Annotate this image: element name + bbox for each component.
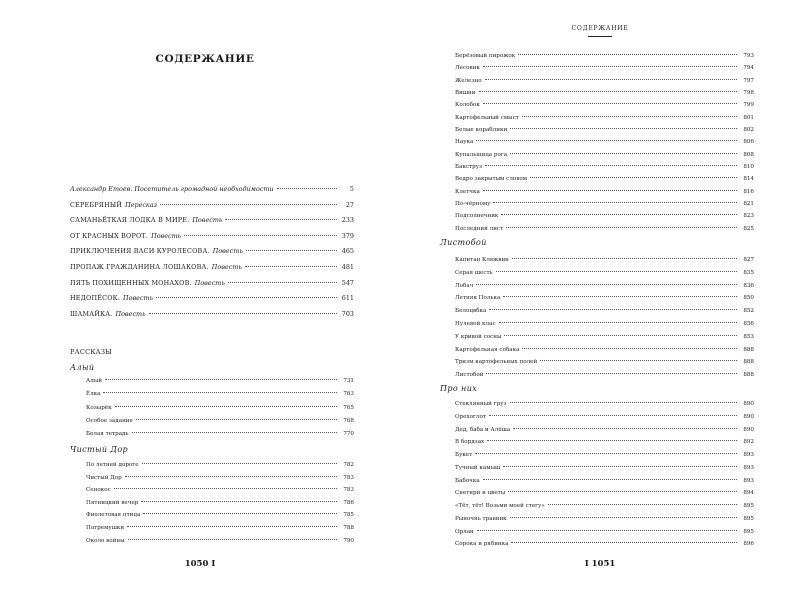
toc-entry[interactable]	[455, 149, 754, 161]
toc-entry-page: 895	[743, 515, 754, 522]
toc-entry[interactable]	[86, 484, 354, 497]
dot-leader	[489, 309, 737, 310]
dot-leader	[114, 488, 337, 489]
toc-entry[interactable]	[455, 136, 754, 148]
toc-entry-title: Картофельная собака	[455, 346, 520, 353]
toc-entry-subtitle: Пересказ	[125, 200, 158, 209]
toc-entry[interactable]	[455, 124, 754, 136]
toc-entry-page: 786	[343, 499, 354, 506]
toc-entry-page: 890	[743, 401, 754, 407]
toc-entry-title: Фиолетовая птица	[86, 512, 141, 519]
toc-entry-page: 802	[743, 127, 754, 134]
toc-entry[interactable]	[455, 173, 754, 185]
toc-entry[interactable]	[455, 500, 754, 513]
toc-entry[interactable]	[455, 186, 754, 198]
toc-entry[interactable]	[455, 62, 754, 74]
toc-entry-page: 852	[743, 308, 754, 315]
toc-entry[interactable]	[455, 292, 754, 305]
toc-entry-title: Лобач	[455, 282, 474, 289]
toc-entry-page: 806	[743, 139, 754, 146]
toc-entry-page: 821	[743, 201, 754, 208]
dot-leader	[510, 517, 737, 518]
section-listoboy-list	[455, 254, 754, 382]
toc-entry-title: Подсолнечник	[455, 213, 499, 220]
toc-entry[interactable]	[455, 112, 754, 124]
dot-leader	[510, 402, 737, 403]
front-entries	[70, 182, 354, 322]
toc-entry[interactable]	[455, 198, 754, 210]
toc-entry[interactable]	[455, 75, 754, 87]
dot-leader	[506, 227, 737, 228]
dot-leader	[489, 415, 737, 416]
toc-entry[interactable]	[86, 428, 354, 441]
dot-leader	[103, 392, 337, 393]
dot-leader	[476, 140, 737, 141]
toc-entry-title: Погремушки	[86, 524, 125, 531]
toc-entry-title: Листобой	[455, 372, 484, 379]
toc-entry-title: Вишни	[455, 90, 476, 97]
toc-entry-page: 765	[343, 404, 354, 411]
dot-leader	[479, 91, 738, 92]
toc-entry-page: 890	[743, 426, 754, 433]
dot-leader	[483, 66, 737, 67]
dot-leader	[142, 463, 337, 464]
toc-entry-title: У кривой сосны	[455, 333, 502, 340]
toc-entry[interactable]	[455, 475, 754, 488]
toc-entry-subtitle: Повесть	[212, 247, 243, 256]
toc-entry[interactable]	[86, 472, 354, 485]
toc-entry[interactable]	[455, 356, 754, 369]
toc-entry-title: Бакструз	[455, 164, 483, 171]
toc-entry[interactable]	[455, 526, 754, 539]
toc-entry-page: 808	[743, 151, 754, 158]
toc-entry-title: Александр Етоев. Посетитель громадной необходимости	[70, 185, 274, 193]
dot-leader	[548, 504, 737, 505]
toc-entry-title: Снегири и цветы	[455, 490, 506, 497]
toc-entry-title: Алый	[86, 378, 102, 384]
toc-entry-title: САМАНЬЁТКАЯ ЛОДКА В МИРЕ.	[70, 216, 190, 225]
toc-entry-page: 814	[743, 176, 754, 183]
toc-entry[interactable]	[455, 331, 754, 344]
toc-entry-title: СЕРЕБРЯНЫЙ	[70, 200, 123, 209]
toc-entry-title: Купальщица рога	[455, 151, 508, 158]
toc-entry-page: 797	[743, 77, 754, 84]
toc-entry[interactable]	[86, 522, 354, 535]
toc-entry[interactable]	[86, 415, 354, 428]
toc-entry-title: Рыночнь травник	[455, 515, 507, 522]
dot-leader	[184, 235, 337, 236]
toc-entry-title: ПЯТЬ ПОХИЩЕННЫХ МОНАХОВ.	[70, 278, 192, 287]
toc-entry[interactable]	[455, 254, 754, 267]
toc-entry-title: Колобок	[455, 102, 480, 109]
toc-entry-title: Ведро закрытым словом	[455, 176, 528, 183]
toc-entry[interactable]	[455, 99, 754, 111]
toc-entry-title: Капитан Клюквин	[455, 257, 509, 263]
toc-entry[interactable]	[70, 229, 354, 245]
toc-entry[interactable]	[86, 375, 354, 388]
toc-entry-page: 895	[743, 528, 754, 535]
toc-entry-title: ОТ КРАСНЫХ ВОРОТ.	[70, 231, 149, 240]
toc-entry[interactable]	[455, 487, 754, 500]
toc-entry-page: 892	[743, 439, 754, 446]
page-title: СОДЕРЖАНИЕ	[155, 53, 255, 65]
toc-entry-page: 782	[343, 462, 354, 468]
section-heading-pro-nih: Про них	[440, 384, 478, 393]
toc-entry-title: Ёлка	[86, 391, 101, 398]
dot-leader	[477, 530, 737, 531]
toc-entry[interactable]	[455, 280, 754, 293]
toc-entry-title: По-чёрному	[455, 201, 491, 208]
toc-entry[interactable]	[70, 276, 354, 292]
toc-entry-title: Серая шесть	[455, 269, 493, 276]
toc-entry-title: Особое задание	[86, 417, 133, 424]
dot-leader	[483, 103, 737, 104]
dot-leader	[540, 360, 737, 361]
toc-entry-page: 768	[343, 417, 354, 424]
toc-entry[interactable]	[455, 305, 754, 318]
toc-entry[interactable]	[455, 210, 754, 222]
toc-entry[interactable]	[455, 436, 754, 449]
toc-entry[interactable]	[86, 402, 354, 415]
dot-leader	[511, 542, 737, 543]
dot-leader	[487, 440, 737, 441]
toc-entry-page: 788	[343, 524, 354, 531]
toc-entry[interactable]	[455, 50, 754, 62]
toc-entry[interactable]	[86, 459, 354, 472]
toc-entry-title: Чистый Дор	[86, 474, 122, 481]
dot-leader	[225, 219, 337, 220]
toc-entry-title: Около войны	[86, 537, 125, 544]
toc-entry-title: Картофельный смыст	[455, 114, 519, 121]
running-head-rule	[588, 36, 612, 37]
dot-leader	[504, 335, 737, 336]
toc-entry[interactable]	[455, 398, 754, 411]
toc-entry-page: 731	[343, 378, 354, 384]
dot-leader	[105, 379, 337, 380]
toc-entry[interactable]	[455, 411, 754, 424]
dot-leader	[277, 188, 337, 189]
toc-entry[interactable]	[86, 388, 354, 401]
toc-entry-page: 5	[349, 185, 354, 193]
toc-entry[interactable]	[455, 449, 754, 462]
toc-entry-page: 783	[343, 474, 354, 481]
toc-entry-subtitle: Повесть	[115, 309, 146, 318]
dot-leader	[496, 271, 737, 272]
dot-leader	[508, 491, 737, 492]
dot-leader	[518, 54, 737, 55]
toc-entry-page: 835	[743, 269, 754, 276]
toc-entry[interactable]	[455, 513, 754, 526]
toc-entry-page: 893	[743, 452, 754, 458]
toc-entry-page: 853	[743, 333, 754, 340]
toc-entry[interactable]	[455, 267, 754, 280]
toc-entry-title: Бабочка	[455, 477, 480, 484]
toc-entry-page: 850	[743, 295, 754, 302]
toc-entry-page: 794	[743, 65, 754, 72]
toc-entry[interactable]	[70, 260, 354, 276]
section-heading-aliy: Алый	[70, 363, 95, 372]
toc-entry-subtitle: Повесть	[211, 262, 242, 271]
dot-leader	[127, 526, 337, 527]
toc-entry[interactable]	[455, 538, 754, 551]
toc-entry-title: Тучный камыш	[455, 464, 501, 471]
dot-leader	[493, 202, 737, 203]
dot-leader	[149, 313, 337, 314]
toc-entry[interactable]	[86, 497, 354, 510]
dot-leader	[522, 348, 737, 349]
toc-entry-page: 816	[743, 188, 754, 195]
toc-entry-title: Железно	[455, 77, 482, 84]
toc-entry-title: «Тёт, тёт! Возьми моей стегу»	[455, 503, 545, 509]
toc-entry[interactable]	[86, 535, 354, 548]
toc-entry-page: 793	[743, 53, 754, 59]
toc-entry-title: Сенокос	[86, 487, 111, 494]
toc-entry-title: Пятницкий вечер	[86, 499, 139, 506]
dot-leader	[522, 116, 737, 117]
toc-entry-title: Наука	[455, 139, 474, 146]
toc-entry-title: ПРИКЛЮЧЕНИЯ ВАСИ КУРОЛЕСОВА.	[70, 247, 210, 256]
toc-entry-page: 481	[341, 262, 354, 271]
dot-leader	[143, 513, 337, 514]
toc-entry-page: 465	[341, 247, 354, 256]
dot-leader	[115, 406, 337, 407]
dot-leader	[125, 476, 337, 477]
dot-leader	[136, 419, 337, 420]
toc-entry[interactable]	[455, 87, 754, 99]
dot-leader	[483, 479, 737, 480]
toc-entry-title: ШАМАЙКА.	[70, 309, 113, 318]
dot-leader	[501, 214, 737, 215]
toc-entry[interactable]	[455, 161, 754, 173]
continued-entries	[455, 50, 754, 235]
section-pro-nih-list	[455, 398, 754, 551]
dot-leader	[503, 466, 737, 467]
toc-entry-page: 27	[345, 200, 354, 209]
toc-entry-title: Клетчка	[455, 188, 480, 195]
toc-entry-page: 790	[343, 537, 354, 544]
dot-leader	[475, 453, 737, 454]
toc-entry-page: 823	[743, 213, 754, 220]
toc-entry-title: Козырёк	[86, 404, 112, 411]
toc-entry-title: Тризм картофельных полей	[455, 359, 538, 366]
toc-entry-page: 894	[743, 490, 754, 497]
toc-entry-title: Последний лист	[455, 225, 504, 232]
section-heading-listoboy: Листобой	[440, 238, 487, 247]
page-number: I 1051	[584, 559, 616, 569]
toc-entry-title: По летней дороге	[86, 462, 139, 468]
toc-entry-subtitle: Повесть	[123, 294, 154, 303]
toc-entry-page: 770	[343, 431, 354, 438]
toc-entry[interactable]	[455, 369, 754, 382]
toc-entry[interactable]	[86, 509, 354, 522]
dot-leader	[512, 258, 737, 259]
toc-entry-page: 611	[341, 294, 354, 303]
toc-entry-page: 798	[743, 90, 754, 97]
toc-entry-page: 763	[343, 391, 354, 398]
dot-leader	[510, 153, 737, 154]
toc-entry-title: Белая тетрадь	[86, 431, 129, 438]
toc-entry-title: Летняя Полька	[455, 295, 501, 302]
toc-entry-title: Орлан	[455, 528, 474, 535]
dot-leader	[246, 250, 337, 251]
dot-leader	[476, 284, 737, 285]
toc-entry[interactable]	[455, 462, 754, 475]
toc-entry-title: Букет	[455, 452, 473, 458]
toc-entry-title: Нулевой клас	[455, 320, 496, 327]
dot-leader	[530, 177, 737, 178]
toc-entry-page: 890	[743, 413, 754, 420]
toc-entry-page: 785	[343, 512, 354, 519]
dot-leader	[128, 539, 337, 540]
dot-leader	[499, 322, 737, 323]
toc-entry-subtitle: Повесть	[192, 216, 223, 225]
toc-entry-page: 896	[743, 541, 754, 548]
toc-entry[interactable]	[455, 424, 754, 437]
toc-entry-page: 827	[743, 257, 754, 263]
dot-leader	[503, 296, 737, 297]
toc-entry-subtitle: Повесть	[194, 278, 225, 287]
dot-leader	[245, 266, 337, 267]
toc-entry-page: 856	[743, 320, 754, 327]
dot-leader	[228, 282, 337, 283]
toc-entry-page: 895	[743, 503, 754, 509]
toc-entry-page: 233	[341, 216, 354, 225]
toc-entry[interactable]	[70, 182, 354, 198]
toc-entry-page: 893	[743, 477, 754, 484]
toc-entry[interactable]	[70, 244, 354, 260]
dot-leader	[156, 297, 337, 298]
toc-entry-title: Белоцвбка	[455, 308, 487, 315]
toc-entry-page: 825	[743, 225, 754, 232]
toc-entry-page: 379	[341, 231, 354, 240]
dot-leader	[483, 190, 737, 191]
toc-entry[interactable]	[455, 223, 754, 235]
toc-entry-page: 888	[743, 346, 754, 353]
page-number: 1050 I	[184, 559, 216, 569]
toc-entry-title: Белые кораблики	[455, 127, 508, 134]
toc-entry[interactable]	[455, 318, 754, 331]
toc-entry[interactable]	[70, 213, 354, 229]
toc-entry[interactable]	[70, 291, 354, 307]
toc-entry-page: 893	[743, 464, 754, 471]
right-page	[400, 0, 800, 599]
toc-entry-page: 547	[341, 278, 354, 287]
toc-entry[interactable]	[70, 198, 354, 214]
dot-leader	[486, 373, 737, 374]
running-head: СОДЕРЖАНИЕ	[571, 25, 629, 32]
toc-entry-title: Лесовик	[455, 65, 480, 72]
toc-entry[interactable]	[455, 344, 754, 357]
toc-entry-title: Берёзовый пирожок	[455, 53, 516, 59]
dot-leader	[485, 165, 737, 166]
toc-entry-page: 888	[743, 372, 754, 379]
toc-entry-title: Дед, баба и Алёша	[455, 426, 511, 433]
dot-leader	[141, 501, 337, 502]
toc-entry-title: Стеклянный груз	[455, 401, 507, 407]
dot-leader	[160, 204, 337, 205]
toc-entry-page: 836	[743, 282, 754, 289]
toc-entry-title: ПРОПАЖ ГРАЖДАНИНА ЛОШАКОВА.	[70, 262, 209, 271]
section-heading-chisty-dor: Чистый Дор	[70, 445, 129, 454]
dot-leader	[485, 79, 737, 80]
toc-entry-page: 888	[743, 359, 754, 366]
toc-entry-page: 799	[743, 102, 754, 109]
toc-entry[interactable]	[70, 307, 354, 323]
section-aliy-list	[86, 375, 354, 441]
dot-leader	[510, 128, 737, 129]
toc-entry-title: Орехоглот	[455, 413, 486, 420]
toc-entry-page: 783	[343, 487, 354, 494]
stories-heading: РАССКАЗЫ	[70, 348, 112, 356]
dot-leader	[132, 432, 337, 433]
toc-entry-page: 703	[341, 309, 354, 318]
toc-entry-page: 810	[743, 164, 754, 171]
toc-entry-title: НЕДОПЁСОК.	[70, 294, 121, 303]
toc-entry-page: 801	[743, 114, 754, 121]
toc-entry-subtitle: Повесть	[151, 231, 182, 240]
dot-leader	[513, 428, 737, 429]
toc-entry-title: В бордзах	[455, 439, 485, 446]
section-chisty-dor-list	[86, 459, 354, 547]
toc-entry-title: Сорока и рябинка	[455, 541, 509, 548]
